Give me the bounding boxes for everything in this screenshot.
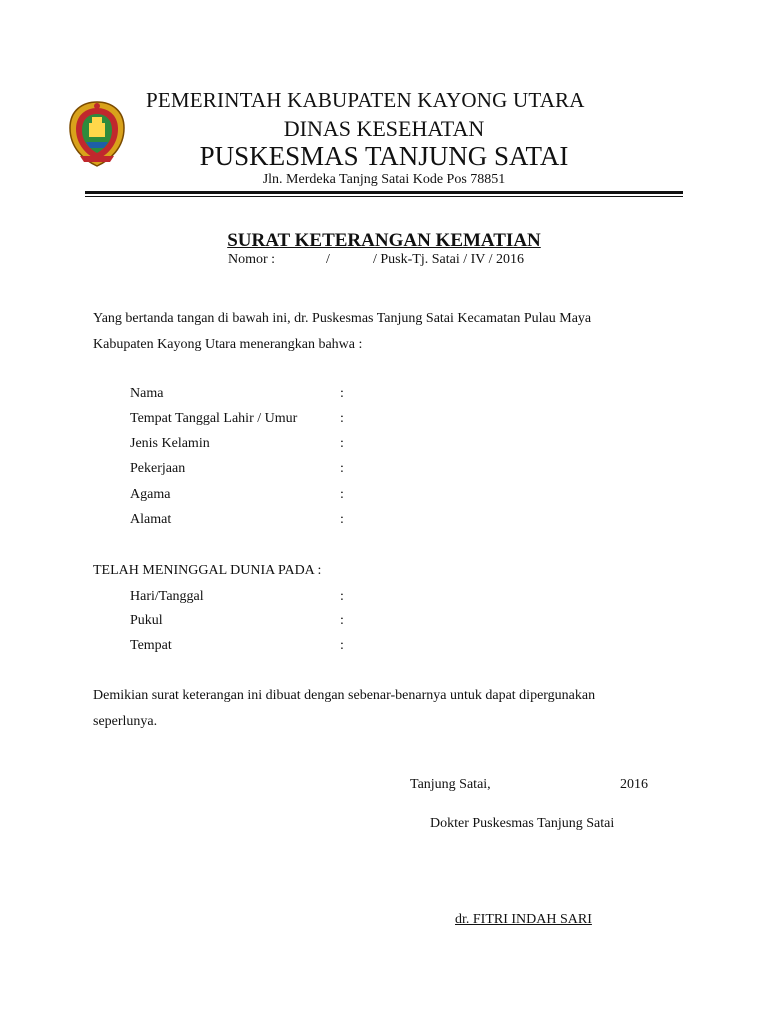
closing-line-2: seperlunya. bbox=[93, 714, 158, 729]
field-label-birth: Tempat Tanggal Lahir / Umur bbox=[130, 411, 298, 426]
intro-line-2: Kabupaten Kayong Utara menerangkan bahwa : bbox=[93, 337, 363, 352]
field-label-time: Pukul bbox=[130, 613, 163, 628]
letterhead-institution: PUSKESMAS TANJUNG SATAI bbox=[199, 141, 569, 171]
field-label-nama: Nama bbox=[130, 386, 164, 401]
field-label-place: Tempat bbox=[130, 638, 172, 653]
number-separator: / bbox=[326, 252, 330, 267]
letterhead-divider-thick bbox=[85, 191, 683, 194]
signature-name: dr. FITRI INDAH SARI bbox=[455, 912, 592, 927]
field-colon: : bbox=[340, 461, 344, 476]
letterhead-divider-thin bbox=[85, 196, 683, 197]
letterhead-department: DINAS KESEHATAN bbox=[283, 116, 485, 141]
letterhead-government: PEMERINTAH KABUPATEN KAYONG UTARA bbox=[146, 88, 585, 112]
field-label-day-date: Hari/Tanggal bbox=[130, 589, 204, 604]
field-colon: : bbox=[340, 613, 344, 628]
death-heading: TELAH MENINGGAL DUNIA PADA : bbox=[93, 563, 322, 578]
intro-line-1: Yang bertanda tangan di bawah ini, dr. Puskesmas Tanjung Satai Kecamatan Pulau Maya bbox=[93, 311, 592, 326]
field-colon: : bbox=[340, 487, 344, 502]
field-colon: : bbox=[340, 638, 344, 653]
document-title: SURAT KETERANGAN KEMATIAN bbox=[227, 230, 541, 251]
field-label-gender: Jenis Kelamin bbox=[130, 436, 210, 451]
closing-line-1: Demikian surat keterangan ini dibuat dengan sebenar-benarnya untuk dapat dipergunakan bbox=[93, 688, 596, 703]
field-colon: : bbox=[340, 589, 344, 604]
letterhead-address: Jln. Merdeka Tanjng Satai Kode Pos 78851 bbox=[262, 172, 506, 187]
field-label-religion: Agama bbox=[130, 487, 171, 502]
number-suffix: / Pusk-Tj. Satai / IV / 2016 bbox=[373, 252, 525, 267]
field-colon: : bbox=[340, 411, 344, 426]
field-label-occupation: Pekerjaan bbox=[130, 461, 186, 476]
number-label: Nomor : bbox=[228, 252, 276, 267]
field-label-address: Alamat bbox=[130, 512, 172, 527]
signature-role: Dokter Puskesmas Tanjung Satai bbox=[430, 816, 615, 831]
field-colon: : bbox=[340, 436, 344, 451]
signature-year: 2016 bbox=[620, 777, 648, 792]
field-colon: : bbox=[340, 386, 344, 401]
signature-place: Tanjung Satai, bbox=[410, 777, 491, 792]
field-colon: : bbox=[340, 512, 344, 527]
